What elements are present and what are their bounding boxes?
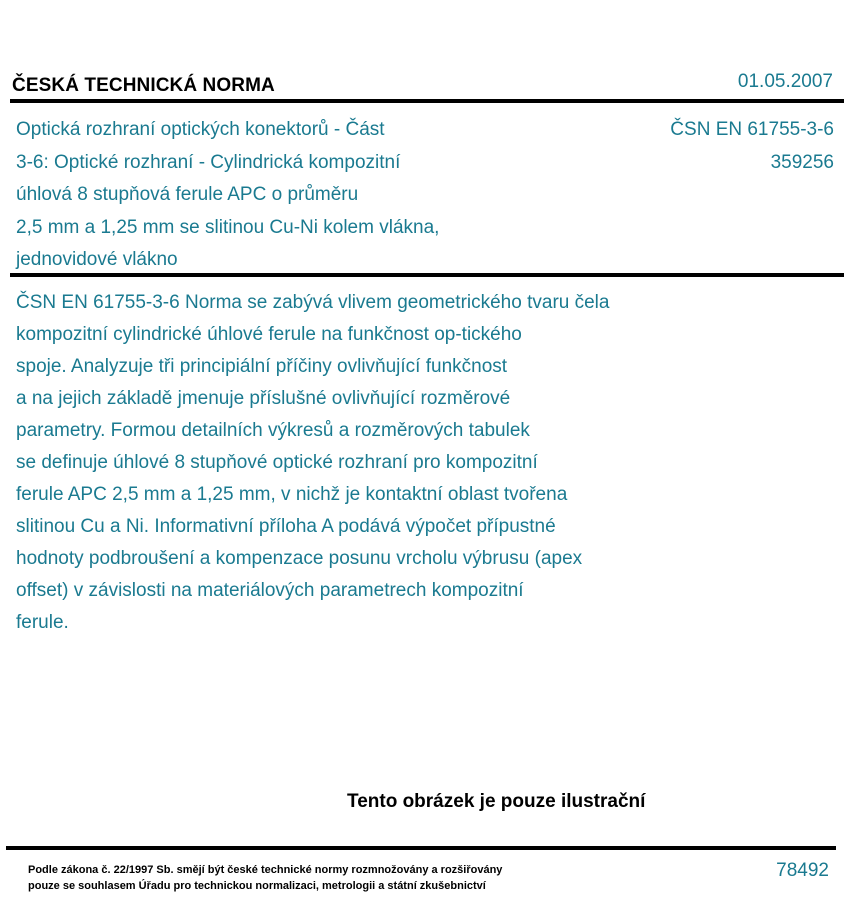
standard-title: [16, 114, 439, 277]
legal-notice-line: Podle zákona č. 22/1997 Sb. smějí být české technické normy rozmnožovány a rozšiřovány: [28, 864, 503, 876]
legal-notice: [28, 862, 502, 894]
standard-identifiers: [670, 114, 834, 179]
abstract-line: spoje. Analyzuje tři principiální příčiny ovlivňující funkčnost: [16, 356, 508, 377]
abstract-line: parametry. Formou detailních výkresů a rozměrových tabulek: [16, 420, 530, 441]
abstract-line: kompozitní cylindrické úhlové ferule na funkčnost op-tického: [16, 324, 522, 345]
abstract-line: ČSN EN 61755-3-6 Norma se zabývá vlivem geometrického tvaru čela: [16, 292, 610, 313]
abstract-line: a na jejich základě jmenuje příslušné ovlivňující rozměrové: [16, 388, 511, 409]
title-line: úhlová 8 stupňová ferule APC o průměru: [16, 184, 359, 205]
header-divider: [10, 99, 844, 103]
footer-divider: [6, 846, 836, 850]
title-line: jednovidové vlákno: [16, 249, 178, 270]
standard-id: ČSN EN 61755-3-6: [670, 119, 834, 140]
catalog-number: 78492: [776, 860, 829, 881]
legal-notice-line: pouze se souhlasem Úřadu pro technickou normalizaci, metrologii a státní zkušebnictví: [28, 880, 486, 892]
title-line: Optická rozhraní optických konektorů - Část: [16, 119, 385, 140]
illustration-notice: Tento obrázek je pouze ilustrační: [347, 791, 646, 812]
abstract-line: se definuje úhlové 8 stupňové optické rozhraní pro kompozitní: [16, 452, 538, 473]
title-line: 2,5 mm a 1,25 mm se slitinou Cu-Ni kolem vlákna,: [16, 216, 440, 238]
abstract: [16, 287, 609, 639]
abstract-line: offset) v závislosti na materiálových parametrech kompozitní: [16, 580, 524, 601]
abstract-line: ferule APC 2,5 mm a 1,25 mm, v nichž je kontaktní oblast tvořena: [16, 484, 568, 505]
abstract-line: ferule.: [16, 612, 69, 633]
class-code: 359256: [770, 151, 834, 173]
publication-date: 01.05.2007: [737, 71, 833, 92]
title-line: 3-6: Optické rozhraní - Cylindrická kompozitní: [16, 151, 401, 173]
document-heading: ČESKÁ TECHNICKÁ NORMA: [12, 75, 275, 96]
title-divider: [10, 273, 844, 277]
abstract-line: slitinou Cu a Ni. Informativní příloha A podává výpočet přípustné: [16, 516, 556, 537]
abstract-line: hodnoty podbroušení a kompenzace posunu vrcholu výbrusu (apex: [16, 548, 583, 569]
